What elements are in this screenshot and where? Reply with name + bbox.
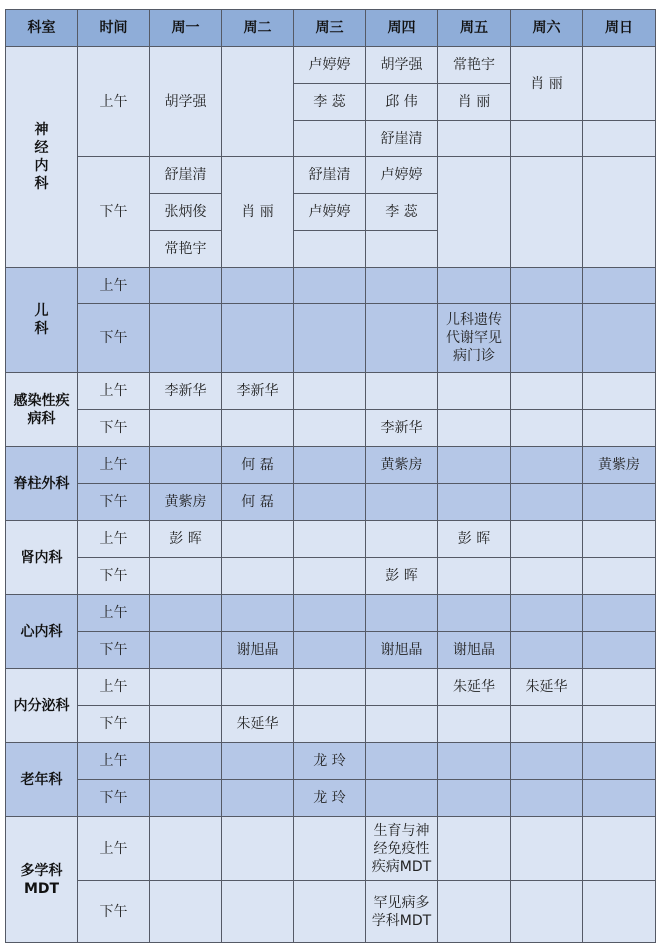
nephrology-pm-row bbox=[6, 558, 656, 595]
cell-nephrology-am-mon: 彭 晖 bbox=[150, 521, 222, 558]
cell-infectious-pm-fri bbox=[438, 410, 511, 447]
cell-neurology-am-thu-3: 舒崖清 bbox=[366, 121, 438, 157]
cell-geriatrics-pm-tue bbox=[222, 780, 294, 817]
period-pm: 下午 bbox=[78, 558, 150, 595]
cell-neurology-am-tue bbox=[222, 47, 294, 157]
cell-mdt-pm-fri bbox=[438, 881, 511, 943]
cell-mdt-pm-sat bbox=[511, 881, 583, 943]
header-time: 时间 bbox=[78, 10, 150, 47]
period-am: 上午 bbox=[78, 47, 150, 157]
cell-infectious-am-fri bbox=[438, 373, 511, 410]
cell-neurology-am-fri-1: 常艳宇 bbox=[438, 47, 511, 84]
period-am: 上午 bbox=[78, 595, 150, 632]
cardiology-am-row bbox=[6, 595, 656, 632]
cell-geriatrics-am-wed: 龙 玲 bbox=[294, 743, 366, 780]
period-pm: 下午 bbox=[78, 881, 150, 943]
header-fri: 周五 bbox=[438, 10, 511, 47]
cell-neurology-am-fri-2: 肖 丽 bbox=[438, 84, 511, 121]
cell-neurology-am-thu-1: 胡学强 bbox=[366, 47, 438, 84]
cell-cardiology-am-thu bbox=[366, 595, 438, 632]
cell-spine-am-sun: 黄紫房 bbox=[583, 447, 656, 484]
cell-mdt-am-sat bbox=[511, 817, 583, 881]
cell-pediatrics-pm-fri: 儿科遗传 代谢罕见 病门诊 bbox=[438, 304, 511, 373]
cell-spine-am-sat bbox=[511, 447, 583, 484]
cell-mdt-am-thu: 生育与神 经免疫性 疾病MDT bbox=[366, 817, 438, 881]
cell-infectious-am-thu bbox=[366, 373, 438, 410]
cell-cardiology-am-sat bbox=[511, 595, 583, 632]
cell-nephrology-pm-thu: 彭 晖 bbox=[366, 558, 438, 595]
cell-spine-pm-wed bbox=[294, 484, 366, 521]
cell-spine-am-mon bbox=[150, 447, 222, 484]
cell-neurology-am-sat: 肖 丽 bbox=[511, 47, 583, 121]
period-am: 上午 bbox=[78, 268, 150, 304]
geriatrics-am-row bbox=[6, 743, 656, 780]
cell-nephrology-am-tue bbox=[222, 521, 294, 558]
cell-endocrinology-am-sat: 朱延华 bbox=[511, 669, 583, 706]
cell-cardiology-pm-tue: 谢旭晶 bbox=[222, 632, 294, 669]
cell-endocrinology-pm-sat bbox=[511, 706, 583, 743]
header-tue: 周二 bbox=[222, 10, 294, 47]
dept-neurology: 神 经 内 科 bbox=[6, 47, 78, 268]
period-am: 上午 bbox=[78, 447, 150, 484]
cell-neurology-pm-wed-2: 卢婷婷 bbox=[294, 194, 366, 231]
endocrinology-pm-row bbox=[6, 706, 656, 743]
cell-endocrinology-am-thu bbox=[366, 669, 438, 706]
period-pm: 下午 bbox=[78, 410, 150, 447]
cell-mdt-pm-tue bbox=[222, 881, 294, 943]
infectious-am-row bbox=[6, 373, 656, 410]
period-pm: 下午 bbox=[78, 706, 150, 743]
cell-pediatrics-am-mon bbox=[150, 268, 222, 304]
cell-cardiology-pm-thu: 谢旭晶 bbox=[366, 632, 438, 669]
cell-cardiology-am-wed bbox=[294, 595, 366, 632]
mdt-pm-row bbox=[6, 881, 656, 943]
schedule-wrapper bbox=[5, 9, 656, 943]
cell-infectious-am-tue: 李新华 bbox=[222, 373, 294, 410]
header-sat: 周六 bbox=[511, 10, 583, 47]
spine-am-row bbox=[6, 447, 656, 484]
neurology-am-row-1 bbox=[6, 47, 656, 84]
cardiology-pm-row bbox=[6, 632, 656, 669]
dept-infectious: 感染性疾 病科 bbox=[6, 373, 78, 447]
cell-infectious-am-wed bbox=[294, 373, 366, 410]
cell-nephrology-am-sat bbox=[511, 521, 583, 558]
cell-neurology-am-mon: 胡学强 bbox=[150, 47, 222, 157]
cell-neurology-am-wed-3 bbox=[294, 121, 366, 157]
cell-geriatrics-pm-sat bbox=[511, 780, 583, 817]
cell-cardiology-pm-fri: 谢旭晶 bbox=[438, 632, 511, 669]
cell-infectious-pm-tue bbox=[222, 410, 294, 447]
clinic-schedule-table bbox=[5, 9, 656, 943]
cell-mdt-pm-sun bbox=[583, 881, 656, 943]
cell-infectious-pm-sat bbox=[511, 410, 583, 447]
cell-neurology-pm-mon-3: 常艳宇 bbox=[150, 231, 222, 268]
dept-geriatrics: 老年科 bbox=[6, 743, 78, 817]
cell-mdt-am-tue bbox=[222, 817, 294, 881]
cell-spine-am-thu: 黄紫房 bbox=[366, 447, 438, 484]
cell-pediatrics-pm-mon bbox=[150, 304, 222, 373]
cell-mdt-am-wed bbox=[294, 817, 366, 881]
cell-geriatrics-pm-thu bbox=[366, 780, 438, 817]
period-pm: 下午 bbox=[78, 484, 150, 521]
cell-geriatrics-am-sat bbox=[511, 743, 583, 780]
spine-pm-row bbox=[6, 484, 656, 521]
cell-nephrology-am-wed bbox=[294, 521, 366, 558]
cell-spine-pm-tue: 何 磊 bbox=[222, 484, 294, 521]
period-pm: 下午 bbox=[78, 780, 150, 817]
cell-cardiology-pm-sun bbox=[583, 632, 656, 669]
cell-endocrinology-pm-wed bbox=[294, 706, 366, 743]
header-row bbox=[6, 10, 656, 47]
cell-endocrinology-am-wed bbox=[294, 669, 366, 706]
cell-neurology-am-sun-3 bbox=[583, 121, 656, 157]
cell-endocrinology-pm-tue: 朱延华 bbox=[222, 706, 294, 743]
cell-mdt-pm-thu: 罕见病多 学科MDT bbox=[366, 881, 438, 943]
cell-pediatrics-pm-thu bbox=[366, 304, 438, 373]
cell-endocrinology-pm-sun bbox=[583, 706, 656, 743]
cell-endocrinology-pm-thu bbox=[366, 706, 438, 743]
cell-endocrinology-am-sun bbox=[583, 669, 656, 706]
cell-mdt-am-fri bbox=[438, 817, 511, 881]
cell-neurology-am-sat-3 bbox=[511, 121, 583, 157]
cell-endocrinology-am-mon bbox=[150, 669, 222, 706]
cell-infectious-am-sat bbox=[511, 373, 583, 410]
dept-pediatrics: 儿 科 bbox=[6, 268, 78, 373]
cell-spine-pm-thu bbox=[366, 484, 438, 521]
pediatrics-am-row bbox=[6, 268, 656, 304]
cell-spine-am-tue: 何 磊 bbox=[222, 447, 294, 484]
cell-neurology-pm-fri bbox=[438, 157, 511, 268]
cell-geriatrics-am-mon bbox=[150, 743, 222, 780]
cell-geriatrics-pm-fri bbox=[438, 780, 511, 817]
cell-pediatrics-pm-tue bbox=[222, 304, 294, 373]
cell-nephrology-pm-mon bbox=[150, 558, 222, 595]
dept-cardiology: 心内科 bbox=[6, 595, 78, 669]
cell-neurology-pm-wed-3 bbox=[294, 231, 366, 268]
cell-cardiology-pm-mon bbox=[150, 632, 222, 669]
period-am: 上午 bbox=[78, 669, 150, 706]
cell-cardiology-pm-wed bbox=[294, 632, 366, 669]
cell-cardiology-pm-sat bbox=[511, 632, 583, 669]
geriatrics-pm-row bbox=[6, 780, 656, 817]
cell-infectious-pm-mon bbox=[150, 410, 222, 447]
cell-infectious-pm-sun bbox=[583, 410, 656, 447]
cell-cardiology-am-tue bbox=[222, 595, 294, 632]
cell-infectious-am-mon: 李新华 bbox=[150, 373, 222, 410]
period-pm: 下午 bbox=[78, 632, 150, 669]
cell-geriatrics-am-tue bbox=[222, 743, 294, 780]
cell-neurology-pm-thu-1: 卢婷婷 bbox=[366, 157, 438, 194]
cell-spine-pm-fri bbox=[438, 484, 511, 521]
dept-nephrology: 肾内科 bbox=[6, 521, 78, 595]
cell-nephrology-pm-sat bbox=[511, 558, 583, 595]
infectious-pm-row bbox=[6, 410, 656, 447]
period-am: 上午 bbox=[78, 373, 150, 410]
cell-neurology-am-sun bbox=[583, 47, 656, 121]
cell-geriatrics-pm-mon bbox=[150, 780, 222, 817]
cell-neurology-pm-thu-3 bbox=[366, 231, 438, 268]
cell-neurology-pm-wed-1: 舒崖清 bbox=[294, 157, 366, 194]
cell-neurology-pm-tue: 肖 丽 bbox=[222, 157, 294, 268]
cell-cardiology-am-mon bbox=[150, 595, 222, 632]
cell-pediatrics-am-fri bbox=[438, 268, 511, 304]
cell-mdt-pm-mon bbox=[150, 881, 222, 943]
dept-spine: 脊柱外科 bbox=[6, 447, 78, 521]
cell-pediatrics-am-thu bbox=[366, 268, 438, 304]
period-pm: 下午 bbox=[78, 157, 150, 268]
header-mon: 周一 bbox=[150, 10, 222, 47]
cell-spine-am-wed bbox=[294, 447, 366, 484]
cell-endocrinology-pm-fri bbox=[438, 706, 511, 743]
cell-nephrology-am-sun bbox=[583, 521, 656, 558]
cell-endocrinology-pm-mon bbox=[150, 706, 222, 743]
header-wed: 周三 bbox=[294, 10, 366, 47]
cell-nephrology-am-thu bbox=[366, 521, 438, 558]
header-dept: 科室 bbox=[6, 10, 78, 47]
cell-cardiology-am-fri bbox=[438, 595, 511, 632]
cell-pediatrics-pm-sun bbox=[583, 304, 656, 373]
cell-pediatrics-am-tue bbox=[222, 268, 294, 304]
cell-mdt-am-sun bbox=[583, 817, 656, 881]
cell-neurology-am-wed-1: 卢婷婷 bbox=[294, 47, 366, 84]
cell-pediatrics-pm-sat bbox=[511, 304, 583, 373]
cell-neurology-am-fri-3 bbox=[438, 121, 511, 157]
cell-infectious-pm-thu: 李新华 bbox=[366, 410, 438, 447]
cell-nephrology-pm-tue bbox=[222, 558, 294, 595]
cell-spine-pm-mon: 黄紫房 bbox=[150, 484, 222, 521]
cell-nephrology-pm-sun bbox=[583, 558, 656, 595]
cell-nephrology-pm-wed bbox=[294, 558, 366, 595]
cell-endocrinology-am-fri: 朱延华 bbox=[438, 669, 511, 706]
period-pm: 下午 bbox=[78, 304, 150, 373]
cell-nephrology-am-fri: 彭 晖 bbox=[438, 521, 511, 558]
neurology-pm-row-1 bbox=[6, 157, 656, 194]
cell-endocrinology-am-tue bbox=[222, 669, 294, 706]
cell-pediatrics-am-sun bbox=[583, 268, 656, 304]
cell-nephrology-pm-fri bbox=[438, 558, 511, 595]
cell-neurology-am-thu-2: 邱 伟 bbox=[366, 84, 438, 121]
header-thu: 周四 bbox=[366, 10, 438, 47]
cell-neurology-pm-mon-2: 张炳俊 bbox=[150, 194, 222, 231]
cell-geriatrics-am-sun bbox=[583, 743, 656, 780]
cell-cardiology-am-sun bbox=[583, 595, 656, 632]
cell-mdt-pm-wed bbox=[294, 881, 366, 943]
cell-spine-am-fri bbox=[438, 447, 511, 484]
cell-spine-pm-sat bbox=[511, 484, 583, 521]
cell-geriatrics-pm-sun bbox=[583, 780, 656, 817]
period-am: 上午 bbox=[78, 521, 150, 558]
cell-mdt-am-mon bbox=[150, 817, 222, 881]
header-sun: 周日 bbox=[583, 10, 656, 47]
endocrinology-am-row bbox=[6, 669, 656, 706]
cell-pediatrics-pm-wed bbox=[294, 304, 366, 373]
cell-pediatrics-am-sat bbox=[511, 268, 583, 304]
cell-pediatrics-am-wed bbox=[294, 268, 366, 304]
cell-infectious-pm-wed bbox=[294, 410, 366, 447]
cell-neurology-pm-sun bbox=[583, 157, 656, 268]
cell-spine-pm-sun bbox=[583, 484, 656, 521]
mdt-am-row bbox=[6, 817, 656, 881]
cell-geriatrics-am-thu bbox=[366, 743, 438, 780]
cell-geriatrics-pm-wed: 龙 玲 bbox=[294, 780, 366, 817]
dept-endocrinology: 内分泌科 bbox=[6, 669, 78, 743]
cell-geriatrics-am-fri bbox=[438, 743, 511, 780]
cell-neurology-am-wed-2: 李 蕊 bbox=[294, 84, 366, 121]
period-am: 上午 bbox=[78, 743, 150, 780]
cell-neurology-pm-mon-1: 舒崖清 bbox=[150, 157, 222, 194]
pediatrics-pm-row bbox=[6, 304, 656, 373]
cell-infectious-am-sun bbox=[583, 373, 656, 410]
cell-neurology-pm-sat bbox=[511, 157, 583, 268]
period-am: 上午 bbox=[78, 817, 150, 881]
cell-neurology-pm-thu-2: 李 蕊 bbox=[366, 194, 438, 231]
nephrology-am-row bbox=[6, 521, 656, 558]
dept-mdt: 多学科 MDT bbox=[6, 817, 78, 943]
